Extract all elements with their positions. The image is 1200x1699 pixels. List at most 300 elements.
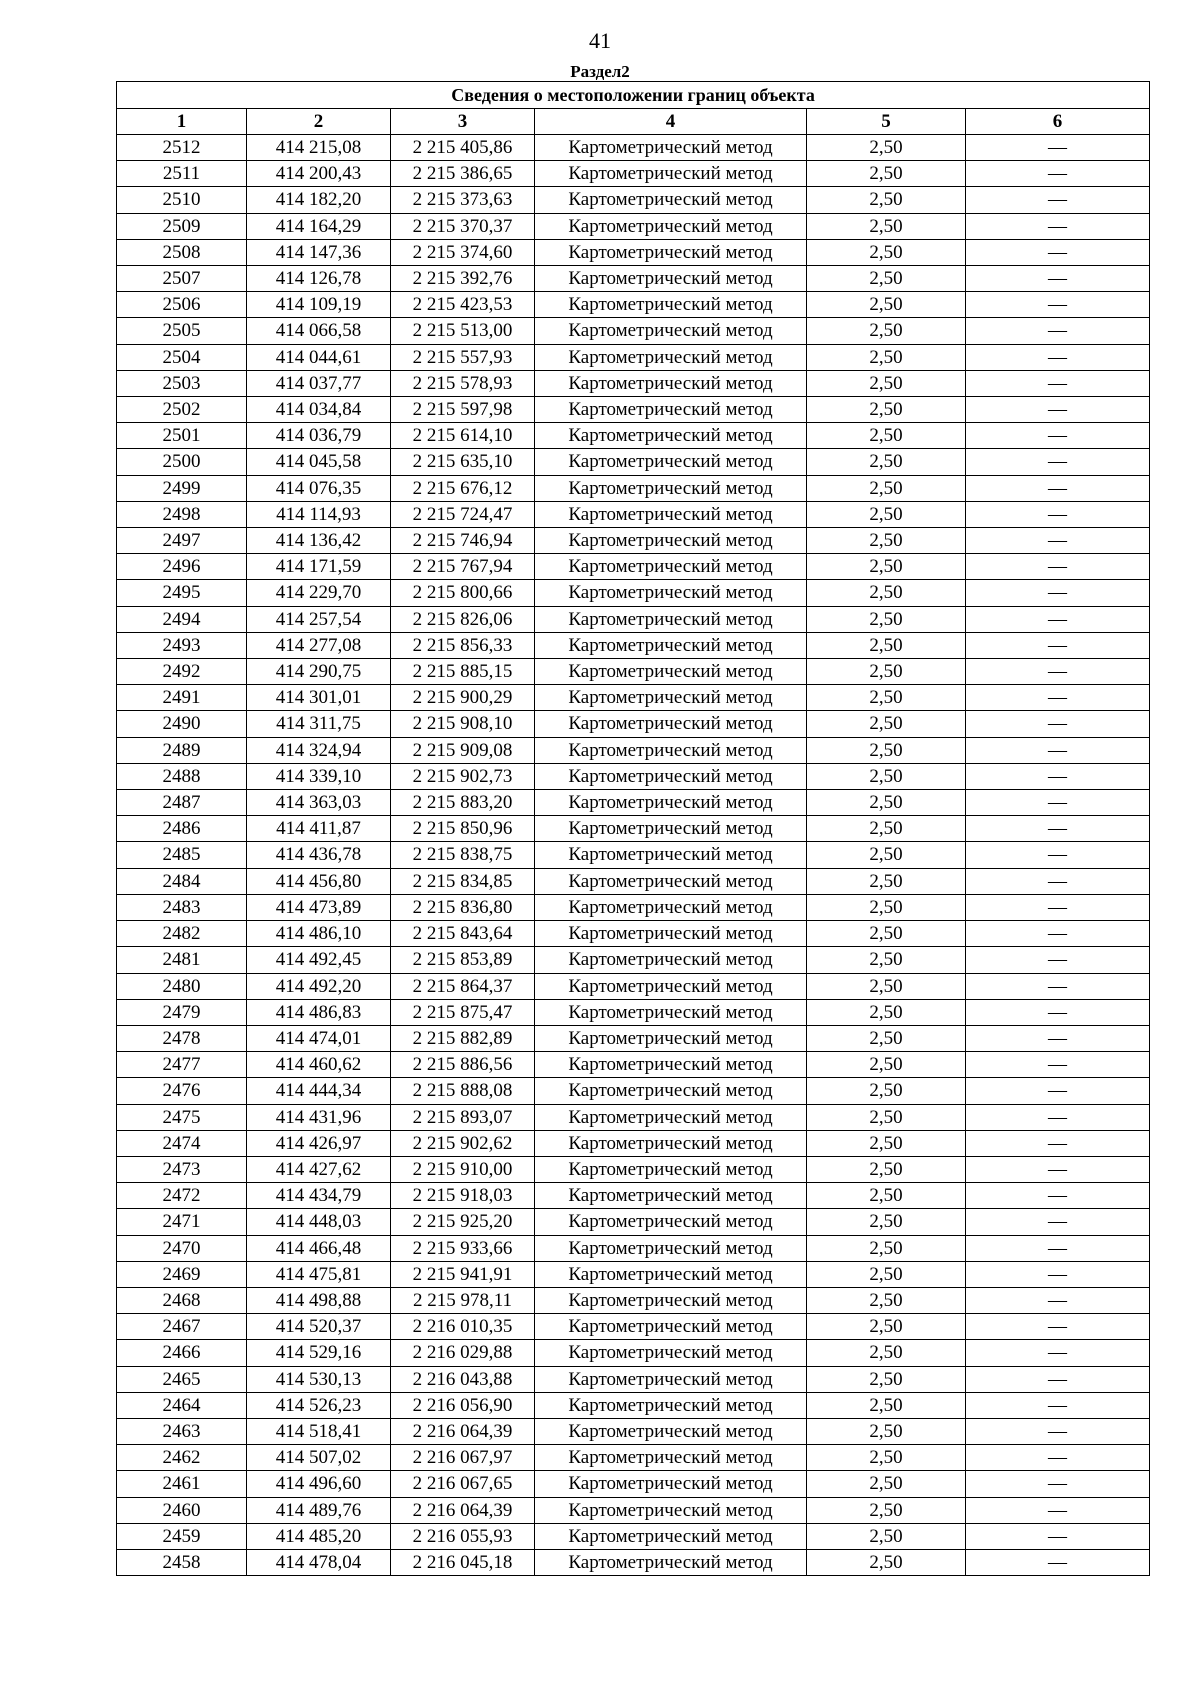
method-cell: Картометрический метод bbox=[535, 397, 807, 423]
x-coordinate-cell: 414 164,29 bbox=[247, 213, 391, 239]
y-coordinate-cell: 2 215 838,75 bbox=[391, 842, 535, 868]
accuracy-cell: 2,50 bbox=[807, 266, 966, 292]
point-number-cell: 2491 bbox=[117, 685, 247, 711]
accuracy-cell: 2,50 bbox=[807, 711, 966, 737]
accuracy-cell: 2,50 bbox=[807, 606, 966, 632]
point-number-cell: 2499 bbox=[117, 475, 247, 501]
x-coordinate-cell: 414 037,77 bbox=[247, 370, 391, 396]
point-number-cell: 2512 bbox=[117, 135, 247, 161]
point-number-cell: 2467 bbox=[117, 1314, 247, 1340]
y-coordinate-cell: 2 216 067,97 bbox=[391, 1445, 535, 1471]
method-cell: Картометрический метод bbox=[535, 1104, 807, 1130]
method-cell: Картометрический метод bbox=[535, 370, 807, 396]
point-number-cell: 2461 bbox=[117, 1471, 247, 1497]
accuracy-cell: 2,50 bbox=[807, 397, 966, 423]
accuracy-cell: 2,50 bbox=[807, 187, 966, 213]
accuracy-cell: 2,50 bbox=[807, 292, 966, 318]
table-row bbox=[117, 947, 1150, 973]
accuracy-cell: 2,50 bbox=[807, 1340, 966, 1366]
method-cell: Картометрический метод bbox=[535, 816, 807, 842]
method-cell: Картометрический метод bbox=[535, 1183, 807, 1209]
note-cell: — bbox=[966, 239, 1150, 265]
note-cell: — bbox=[966, 659, 1150, 685]
y-coordinate-cell: 2 216 064,39 bbox=[391, 1418, 535, 1444]
table-caption-row bbox=[117, 82, 1150, 109]
accuracy-cell: 2,50 bbox=[807, 213, 966, 239]
point-number-cell: 2483 bbox=[117, 894, 247, 920]
point-number-cell: 2494 bbox=[117, 606, 247, 632]
point-number-cell: 2511 bbox=[117, 161, 247, 187]
table-row bbox=[117, 711, 1150, 737]
column-header: 3 bbox=[391, 109, 535, 135]
x-coordinate-cell: 414 136,42 bbox=[247, 528, 391, 554]
y-coordinate-cell: 2 215 883,20 bbox=[391, 790, 535, 816]
y-coordinate-cell: 2 215 902,73 bbox=[391, 763, 535, 789]
point-number-cell: 2490 bbox=[117, 711, 247, 737]
accuracy-cell: 2,50 bbox=[807, 135, 966, 161]
point-number-cell: 2459 bbox=[117, 1523, 247, 1549]
y-coordinate-cell: 2 215 724,47 bbox=[391, 501, 535, 527]
x-coordinate-cell: 414 434,79 bbox=[247, 1183, 391, 1209]
accuracy-cell: 2,50 bbox=[807, 449, 966, 475]
table-row bbox=[117, 135, 1150, 161]
table-row bbox=[117, 528, 1150, 554]
x-coordinate-cell: 414 363,03 bbox=[247, 790, 391, 816]
x-coordinate-cell: 414 324,94 bbox=[247, 737, 391, 763]
y-coordinate-cell: 2 215 578,93 bbox=[391, 370, 535, 396]
coordinates-table bbox=[116, 81, 1150, 1576]
accuracy-cell: 2,50 bbox=[807, 1366, 966, 1392]
method-cell: Картометрический метод bbox=[535, 1523, 807, 1549]
point-number-cell: 2506 bbox=[117, 292, 247, 318]
x-coordinate-cell: 414 460,62 bbox=[247, 1052, 391, 1078]
note-cell: — bbox=[966, 501, 1150, 527]
y-coordinate-cell: 2 215 885,15 bbox=[391, 659, 535, 685]
table-row bbox=[117, 973, 1150, 999]
note-cell: — bbox=[966, 580, 1150, 606]
accuracy-cell: 2,50 bbox=[807, 1418, 966, 1444]
accuracy-cell: 2,50 bbox=[807, 1183, 966, 1209]
table-row bbox=[117, 1025, 1150, 1051]
accuracy-cell: 2,50 bbox=[807, 842, 966, 868]
x-coordinate-cell: 414 431,96 bbox=[247, 1104, 391, 1130]
method-cell: Картометрический метод bbox=[535, 475, 807, 501]
method-cell: Картометрический метод bbox=[535, 554, 807, 580]
y-coordinate-cell: 2 215 826,06 bbox=[391, 606, 535, 632]
point-number-cell: 2458 bbox=[117, 1549, 247, 1575]
table-row bbox=[117, 894, 1150, 920]
table-body bbox=[117, 135, 1150, 1576]
accuracy-cell: 2,50 bbox=[807, 1156, 966, 1182]
table-row bbox=[117, 1052, 1150, 1078]
point-number-cell: 2482 bbox=[117, 921, 247, 947]
y-coordinate-cell: 2 215 888,08 bbox=[391, 1078, 535, 1104]
table-row bbox=[117, 501, 1150, 527]
method-cell: Картометрический метод bbox=[535, 921, 807, 947]
point-number-cell: 2497 bbox=[117, 528, 247, 554]
x-coordinate-cell: 414 520,37 bbox=[247, 1314, 391, 1340]
point-number-cell: 2495 bbox=[117, 580, 247, 606]
y-coordinate-cell: 2 216 045,18 bbox=[391, 1549, 535, 1575]
point-number-cell: 2492 bbox=[117, 659, 247, 685]
accuracy-cell: 2,50 bbox=[807, 816, 966, 842]
y-coordinate-cell: 2 216 067,65 bbox=[391, 1471, 535, 1497]
point-number-cell: 2480 bbox=[117, 973, 247, 999]
note-cell: — bbox=[966, 1156, 1150, 1182]
point-number-cell: 2500 bbox=[117, 449, 247, 475]
method-cell: Картометрический метод bbox=[535, 632, 807, 658]
note-cell: — bbox=[966, 1025, 1150, 1051]
method-cell: Картометрический метод bbox=[535, 1025, 807, 1051]
point-number-cell: 2474 bbox=[117, 1130, 247, 1156]
accuracy-cell: 2,50 bbox=[807, 947, 966, 973]
y-coordinate-cell: 2 215 836,80 bbox=[391, 894, 535, 920]
y-coordinate-cell: 2 215 933,66 bbox=[391, 1235, 535, 1261]
table-row bbox=[117, 397, 1150, 423]
method-cell: Картометрический метод bbox=[535, 1314, 807, 1340]
point-number-cell: 2510 bbox=[117, 187, 247, 213]
method-cell: Картометрический метод bbox=[535, 1366, 807, 1392]
x-coordinate-cell: 414 444,34 bbox=[247, 1078, 391, 1104]
x-coordinate-cell: 414 311,75 bbox=[247, 711, 391, 737]
point-number-cell: 2473 bbox=[117, 1156, 247, 1182]
x-coordinate-cell: 414 339,10 bbox=[247, 763, 391, 789]
y-coordinate-cell: 2 215 893,07 bbox=[391, 1104, 535, 1130]
point-number-cell: 2498 bbox=[117, 501, 247, 527]
accuracy-cell: 2,50 bbox=[807, 528, 966, 554]
note-cell: — bbox=[966, 632, 1150, 658]
note-cell: — bbox=[966, 711, 1150, 737]
table-row bbox=[117, 816, 1150, 842]
point-number-cell: 2505 bbox=[117, 318, 247, 344]
accuracy-cell: 2,50 bbox=[807, 475, 966, 501]
method-cell: Картометрический метод bbox=[535, 894, 807, 920]
accuracy-cell: 2,50 bbox=[807, 318, 966, 344]
table-row bbox=[117, 1183, 1150, 1209]
method-cell: Картометрический метод bbox=[535, 292, 807, 318]
y-coordinate-cell: 2 215 676,12 bbox=[391, 475, 535, 501]
method-cell: Картометрический метод bbox=[535, 528, 807, 554]
note-cell: — bbox=[966, 947, 1150, 973]
accuracy-cell: 2,50 bbox=[807, 1078, 966, 1104]
point-number-cell: 2484 bbox=[117, 868, 247, 894]
y-coordinate-cell: 2 215 405,86 bbox=[391, 135, 535, 161]
note-cell: — bbox=[966, 318, 1150, 344]
table-row bbox=[117, 1209, 1150, 1235]
accuracy-cell: 2,50 bbox=[807, 763, 966, 789]
method-cell: Картометрический метод bbox=[535, 1156, 807, 1182]
table-row bbox=[117, 790, 1150, 816]
accuracy-cell: 2,50 bbox=[807, 554, 966, 580]
y-coordinate-cell: 2 215 902,62 bbox=[391, 1130, 535, 1156]
point-number-cell: 2485 bbox=[117, 842, 247, 868]
accuracy-cell: 2,50 bbox=[807, 370, 966, 396]
accuracy-cell: 2,50 bbox=[807, 1549, 966, 1575]
note-cell: — bbox=[966, 868, 1150, 894]
table-row bbox=[117, 1104, 1150, 1130]
x-coordinate-cell: 414 473,89 bbox=[247, 894, 391, 920]
x-coordinate-cell: 414 466,48 bbox=[247, 1235, 391, 1261]
point-number-cell: 2464 bbox=[117, 1392, 247, 1418]
table-row bbox=[117, 187, 1150, 213]
x-coordinate-cell: 414 496,60 bbox=[247, 1471, 391, 1497]
x-coordinate-cell: 414 066,58 bbox=[247, 318, 391, 344]
accuracy-cell: 2,50 bbox=[807, 1104, 966, 1130]
point-number-cell: 2507 bbox=[117, 266, 247, 292]
x-coordinate-cell: 414 200,43 bbox=[247, 161, 391, 187]
note-cell: — bbox=[966, 1549, 1150, 1575]
y-coordinate-cell: 2 215 513,00 bbox=[391, 318, 535, 344]
note-cell: — bbox=[966, 554, 1150, 580]
table-row bbox=[117, 1471, 1150, 1497]
section-title: Раздел2 bbox=[570, 62, 630, 81]
method-cell: Картометрический метод bbox=[535, 737, 807, 763]
method-cell: Картометрический метод bbox=[535, 763, 807, 789]
point-number-cell: 2487 bbox=[117, 790, 247, 816]
table-row bbox=[117, 344, 1150, 370]
x-coordinate-cell: 414 475,81 bbox=[247, 1261, 391, 1287]
y-coordinate-cell: 2 215 941,91 bbox=[391, 1261, 535, 1287]
y-coordinate-cell: 2 215 386,65 bbox=[391, 161, 535, 187]
accuracy-cell: 2,50 bbox=[807, 921, 966, 947]
accuracy-cell: 2,50 bbox=[807, 1025, 966, 1051]
table-row bbox=[117, 1418, 1150, 1444]
x-coordinate-cell: 414 526,23 bbox=[247, 1392, 391, 1418]
table-row bbox=[117, 606, 1150, 632]
point-number-cell: 2462 bbox=[117, 1445, 247, 1471]
note-cell: — bbox=[966, 1366, 1150, 1392]
method-cell: Картометрический метод bbox=[535, 1392, 807, 1418]
table-row bbox=[117, 1130, 1150, 1156]
y-coordinate-cell: 2 215 886,56 bbox=[391, 1052, 535, 1078]
point-number-cell: 2508 bbox=[117, 239, 247, 265]
method-cell: Картометрический метод bbox=[535, 659, 807, 685]
x-coordinate-cell: 414 215,08 bbox=[247, 135, 391, 161]
note-cell: — bbox=[966, 999, 1150, 1025]
y-coordinate-cell: 2 215 746,94 bbox=[391, 528, 535, 554]
point-number-cell: 2486 bbox=[117, 816, 247, 842]
method-cell: Картометрический метод bbox=[535, 1052, 807, 1078]
note-cell: — bbox=[966, 894, 1150, 920]
accuracy-cell: 2,50 bbox=[807, 999, 966, 1025]
y-coordinate-cell: 2 215 800,66 bbox=[391, 580, 535, 606]
table-row bbox=[117, 659, 1150, 685]
y-coordinate-cell: 2 216 010,35 bbox=[391, 1314, 535, 1340]
x-coordinate-cell: 414 486,10 bbox=[247, 921, 391, 947]
y-coordinate-cell: 2 215 925,20 bbox=[391, 1209, 535, 1235]
point-number-cell: 2503 bbox=[117, 370, 247, 396]
point-number-cell: 2476 bbox=[117, 1078, 247, 1104]
table-row bbox=[117, 213, 1150, 239]
table-row bbox=[117, 266, 1150, 292]
method-cell: Картометрический метод bbox=[535, 842, 807, 868]
note-cell: — bbox=[966, 737, 1150, 763]
accuracy-cell: 2,50 bbox=[807, 894, 966, 920]
x-coordinate-cell: 414 076,35 bbox=[247, 475, 391, 501]
y-coordinate-cell: 2 215 557,93 bbox=[391, 344, 535, 370]
note-cell: — bbox=[966, 842, 1150, 868]
accuracy-cell: 2,50 bbox=[807, 737, 966, 763]
method-cell: Картометрический метод bbox=[535, 947, 807, 973]
table-row bbox=[117, 632, 1150, 658]
x-coordinate-cell: 414 486,83 bbox=[247, 999, 391, 1025]
table-row bbox=[117, 921, 1150, 947]
y-coordinate-cell: 2 215 843,64 bbox=[391, 921, 535, 947]
table-row bbox=[117, 423, 1150, 449]
method-cell: Картометрический метод bbox=[535, 1471, 807, 1497]
x-coordinate-cell: 414 182,20 bbox=[247, 187, 391, 213]
y-coordinate-cell: 2 216 056,90 bbox=[391, 1392, 535, 1418]
column-header: 4 bbox=[535, 109, 807, 135]
y-coordinate-cell: 2 215 900,29 bbox=[391, 685, 535, 711]
table-row bbox=[117, 292, 1150, 318]
accuracy-cell: 2,50 bbox=[807, 1235, 966, 1261]
point-number-cell: 2504 bbox=[117, 344, 247, 370]
method-cell: Картометрический метод bbox=[535, 711, 807, 737]
y-coordinate-cell: 2 215 597,98 bbox=[391, 397, 535, 423]
x-coordinate-cell: 414 171,59 bbox=[247, 554, 391, 580]
note-cell: — bbox=[966, 423, 1150, 449]
y-coordinate-cell: 2 215 370,37 bbox=[391, 213, 535, 239]
y-coordinate-cell: 2 216 029,88 bbox=[391, 1340, 535, 1366]
note-cell: — bbox=[966, 921, 1150, 947]
method-cell: Картометрический метод bbox=[535, 187, 807, 213]
column-header: 6 bbox=[966, 109, 1150, 135]
x-coordinate-cell: 414 114,93 bbox=[247, 501, 391, 527]
y-coordinate-cell: 2 215 864,37 bbox=[391, 973, 535, 999]
method-cell: Картометрический метод bbox=[535, 501, 807, 527]
note-cell: — bbox=[966, 528, 1150, 554]
point-number-cell: 2479 bbox=[117, 999, 247, 1025]
accuracy-cell: 2,50 bbox=[807, 161, 966, 187]
method-cell: Картометрический метод bbox=[535, 1549, 807, 1575]
note-cell: — bbox=[966, 1104, 1150, 1130]
note-cell: — bbox=[966, 187, 1150, 213]
note-cell: — bbox=[966, 1052, 1150, 1078]
method-cell: Картометрический метод bbox=[535, 449, 807, 475]
note-cell: — bbox=[966, 397, 1150, 423]
x-coordinate-cell: 414 147,36 bbox=[247, 239, 391, 265]
method-cell: Картометрический метод bbox=[535, 1445, 807, 1471]
accuracy-cell: 2,50 bbox=[807, 423, 966, 449]
note-cell: — bbox=[966, 449, 1150, 475]
method-cell: Картометрический метод bbox=[535, 1261, 807, 1287]
table-row bbox=[117, 161, 1150, 187]
accuracy-cell: 2,50 bbox=[807, 868, 966, 894]
x-coordinate-cell: 414 277,08 bbox=[247, 632, 391, 658]
point-number-cell: 2466 bbox=[117, 1340, 247, 1366]
note-cell: — bbox=[966, 1523, 1150, 1549]
method-cell: Картометрический метод bbox=[535, 161, 807, 187]
method-cell: Картометрический метод bbox=[535, 1340, 807, 1366]
method-cell: Картометрический метод bbox=[535, 423, 807, 449]
x-coordinate-cell: 414 530,13 bbox=[247, 1366, 391, 1392]
accuracy-cell: 2,50 bbox=[807, 580, 966, 606]
x-coordinate-cell: 414 427,62 bbox=[247, 1156, 391, 1182]
accuracy-cell: 2,50 bbox=[807, 685, 966, 711]
x-coordinate-cell: 414 229,70 bbox=[247, 580, 391, 606]
table-row bbox=[117, 1366, 1150, 1392]
point-number-cell: 2468 bbox=[117, 1287, 247, 1313]
note-cell: — bbox=[966, 606, 1150, 632]
method-cell: Картометрический метод bbox=[535, 239, 807, 265]
table-row bbox=[117, 999, 1150, 1025]
y-coordinate-cell: 2 215 909,08 bbox=[391, 737, 535, 763]
method-cell: Картометрический метод bbox=[535, 1418, 807, 1444]
y-coordinate-cell: 2 215 374,60 bbox=[391, 239, 535, 265]
method-cell: Картометрический метод bbox=[535, 318, 807, 344]
note-cell: — bbox=[966, 1130, 1150, 1156]
note-cell: — bbox=[966, 1392, 1150, 1418]
table-row bbox=[117, 685, 1150, 711]
method-cell: Картометрический метод bbox=[535, 1130, 807, 1156]
note-cell: — bbox=[966, 1235, 1150, 1261]
accuracy-cell: 2,50 bbox=[807, 1314, 966, 1340]
y-coordinate-cell: 2 215 850,96 bbox=[391, 816, 535, 842]
table-row bbox=[117, 475, 1150, 501]
table-row bbox=[117, 1235, 1150, 1261]
x-coordinate-cell: 414 045,58 bbox=[247, 449, 391, 475]
x-coordinate-cell: 414 529,16 bbox=[247, 1340, 391, 1366]
table-row bbox=[117, 1497, 1150, 1523]
x-coordinate-cell: 414 492,45 bbox=[247, 947, 391, 973]
table-row bbox=[117, 1078, 1150, 1104]
method-cell: Картометрический метод bbox=[535, 1287, 807, 1313]
note-cell: — bbox=[966, 1261, 1150, 1287]
accuracy-cell: 2,50 bbox=[807, 1523, 966, 1549]
y-coordinate-cell: 2 215 423,53 bbox=[391, 292, 535, 318]
x-coordinate-cell: 414 109,19 bbox=[247, 292, 391, 318]
table-row bbox=[117, 580, 1150, 606]
x-coordinate-cell: 414 044,61 bbox=[247, 344, 391, 370]
point-number-cell: 2488 bbox=[117, 763, 247, 789]
accuracy-cell: 2,50 bbox=[807, 632, 966, 658]
accuracy-cell: 2,50 bbox=[807, 1209, 966, 1235]
x-coordinate-cell: 414 301,01 bbox=[247, 685, 391, 711]
table-row bbox=[117, 1261, 1150, 1287]
y-coordinate-cell: 2 215 856,33 bbox=[391, 632, 535, 658]
note-cell: — bbox=[966, 1418, 1150, 1444]
x-coordinate-cell: 414 489,76 bbox=[247, 1497, 391, 1523]
table-row bbox=[117, 449, 1150, 475]
note-cell: — bbox=[966, 370, 1150, 396]
point-number-cell: 2496 bbox=[117, 554, 247, 580]
note-cell: — bbox=[966, 816, 1150, 842]
table-row bbox=[117, 842, 1150, 868]
method-cell: Картометрический метод bbox=[535, 1078, 807, 1104]
point-number-cell: 2489 bbox=[117, 737, 247, 763]
method-cell: Картометрический метод bbox=[535, 685, 807, 711]
table-row bbox=[117, 370, 1150, 396]
method-cell: Картометрический метод bbox=[535, 868, 807, 894]
accuracy-cell: 2,50 bbox=[807, 659, 966, 685]
y-coordinate-cell: 2 215 767,94 bbox=[391, 554, 535, 580]
method-cell: Картометрический метод bbox=[535, 344, 807, 370]
point-number-cell: 2478 bbox=[117, 1025, 247, 1051]
x-coordinate-cell: 414 426,97 bbox=[247, 1130, 391, 1156]
method-cell: Картометрический метод bbox=[535, 1235, 807, 1261]
x-coordinate-cell: 414 034,84 bbox=[247, 397, 391, 423]
point-number-cell: 2502 bbox=[117, 397, 247, 423]
y-coordinate-cell: 2 215 978,11 bbox=[391, 1287, 535, 1313]
y-coordinate-cell: 2 215 392,76 bbox=[391, 266, 535, 292]
point-number-cell: 2469 bbox=[117, 1261, 247, 1287]
note-cell: — bbox=[966, 344, 1150, 370]
table-row bbox=[117, 1156, 1150, 1182]
point-number-cell: 2471 bbox=[117, 1209, 247, 1235]
table-row bbox=[117, 868, 1150, 894]
accuracy-cell: 2,50 bbox=[807, 1497, 966, 1523]
